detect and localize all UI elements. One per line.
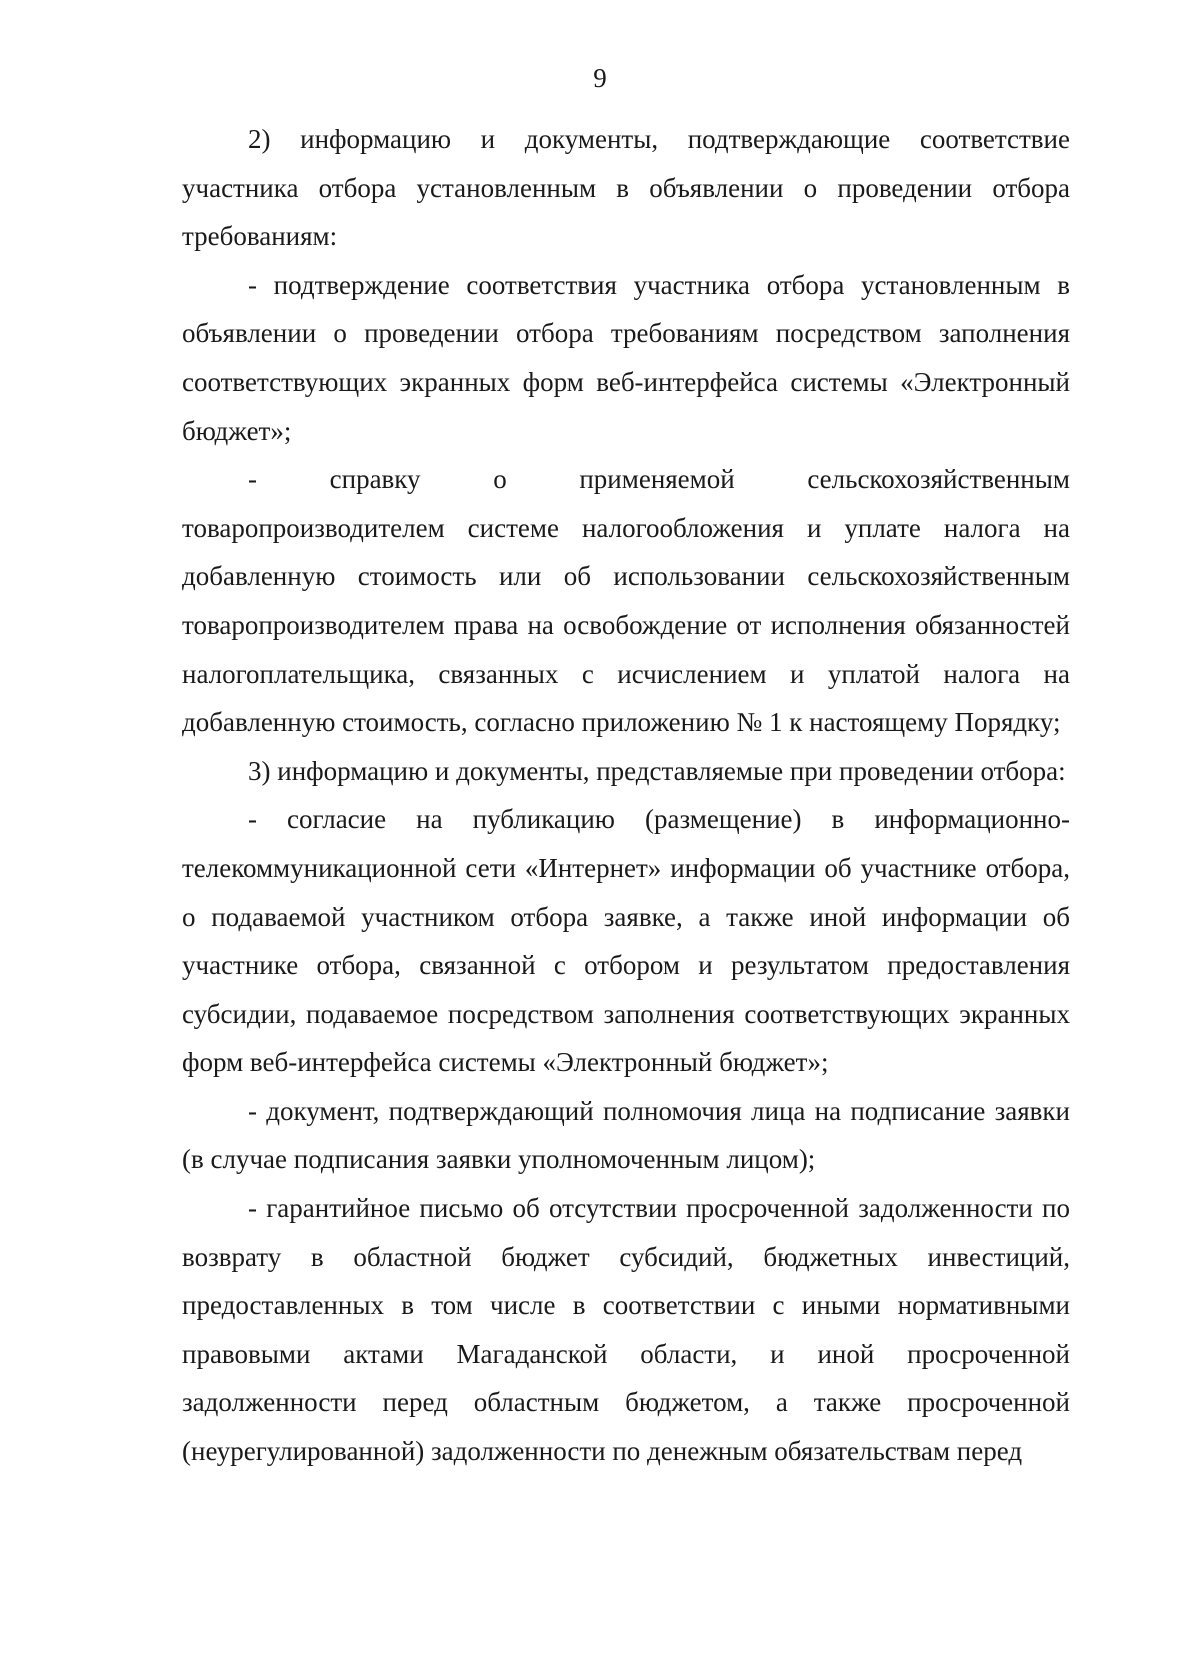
paragraph-authority-document: - документ, подтверждающий полномочия лица на подписание заявки (в случае подписания заявки уполномоченным лицом); (182, 1095, 1070, 1175)
paragraph-tax-certificate: - справку о применяемой сельскохозяйственным товаропроизводителем системе налогообложения и уплате налога на добавленную стоимость или об использовании сельскохозяйственным товаропроизводителем права на освобождение от исполнения обязанностей налогоплательщика, связанных с исчислением и уплатой налога на добавленную стоимость, согласно приложению № 1 к настоящему Порядку; (182, 464, 1070, 738)
paragraph-item-3-heading: 3) информацию и документы, представляемые при проведении отбора: (248, 755, 1066, 786)
paragraph-publication-consent: - согласие на публикацию (размещение) в информационно-телекоммуникационной сети «Интернет» информации об участнике отбора, о подаваемой участником отбора заявке, а также иной информации об участнике отбора, связанной с отбором и результатом предоставления субсидии, подаваемое посредством заполнения соответствующих экранных форм веб-интерфейса системы «Электронный бюджет»; (182, 804, 1070, 1078)
paragraph-requirements-confirmation: - подтверждение соответствия участника отбора установленным в объявлении о проведении отбора требованиям посредством заполнения соответствующих экранных форм веб-интерфейса системы «Электронный бюджет»; (182, 269, 1070, 446)
page-number: 9 (593, 63, 607, 93)
paragraph-guarantee-letter: - гарантийное письмо об отсутствии просроченной задолженности по возврату в областной бюджет субсидий, бюджетных инвестиций, предоставленных в том числе в соответствии с иными нормативными правовыми актами Магаданской области, и иной просроченной задолженности перед областным бюджетом, а также просроченной (неурегулированной) задолженности по денежным обязательствам перед (182, 1193, 1070, 1467)
paragraph-item-2-heading: 2) информацию и документы, подтверждающие соответствие участника отбора установленным в объявлении о проведении отбора требованиям: (182, 124, 1070, 252)
document-body (182, 115, 1070, 1476)
